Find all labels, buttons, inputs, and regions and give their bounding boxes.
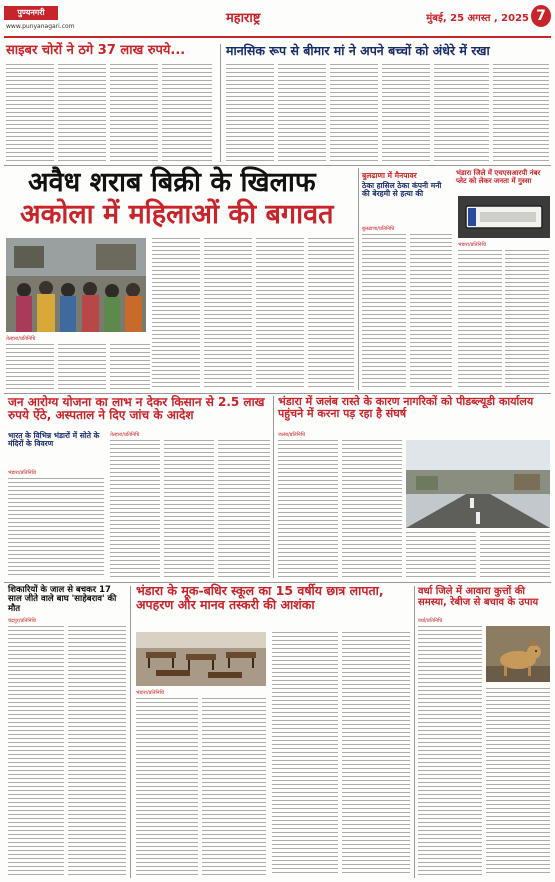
- jalamb-body: [278, 440, 338, 578]
- jan-arogya-dateline: तेल्हारा/प्रतिनिधि: [110, 432, 140, 438]
- mental-body-col6: [493, 64, 549, 162]
- jan-arogya-body-col2: [164, 440, 214, 578]
- issue-date: मुंबई, 25 अगस्त , 2025: [426, 13, 529, 24]
- bhandara-plate-body: [458, 250, 502, 390]
- buldhana-kicker: बुलढाणा में मैनपावर: [362, 171, 417, 180]
- liquor-body-col7: [308, 238, 354, 390]
- publication-logo[interactable]: पुण्यनगरी: [4, 6, 58, 20]
- liquor-headline-line2: अकोला में महिलाओं की बगावत: [20, 199, 334, 230]
- dogs-body-col2: [486, 688, 550, 876]
- buldhana-body-col2: [410, 234, 452, 390]
- bhandara-plate-dateline: भंडारा/प्रतिनिधि: [458, 242, 486, 248]
- jan-arogya-body: [110, 440, 160, 578]
- bhandara-plate-headline: भंडारा जिले में एचएसआरपी नंबर प्लेट को लेकर जनता में गुस्सा: [456, 169, 541, 185]
- divider: [273, 396, 274, 578]
- mental-body-col2: [278, 64, 326, 162]
- cyber-body-col4: [162, 64, 212, 162]
- buldhana-dateline: बुलढाणा/प्रतिनिधि: [362, 226, 395, 232]
- mental-body-col4: [382, 64, 430, 162]
- cyber-body-col3: [110, 64, 158, 162]
- liquor-headline-line1: अवैध शराब बिक्री के खिलाफ: [28, 167, 316, 198]
- hunter-dateline: चंद्रपुर/प्रतिनिधि: [8, 618, 36, 624]
- cyber-body-col2: [58, 64, 106, 162]
- mahabal-dateline: भंडारा/प्रतिनिधि: [8, 470, 36, 476]
- mental-body: [226, 64, 274, 162]
- divider: [414, 586, 415, 878]
- dogs-headline: वर्धा जिले में आवारा कुत्तों की समस्या, रेबीज से बचाव के उपाय: [418, 586, 539, 608]
- liquor-body-col6: [256, 238, 304, 390]
- jan-arogya-body-col3: [218, 440, 270, 578]
- divider: [4, 393, 551, 394]
- hunter-body: [8, 626, 64, 876]
- cyber-headline: साइबर चोरों ने ठगे 37 लाख रुपये...: [6, 43, 186, 58]
- deaf-school-body-col3: [272, 632, 338, 876]
- mental-body-col5: [434, 64, 489, 162]
- jalamb-body-col2: [342, 440, 402, 578]
- buldhana-body: [362, 234, 406, 390]
- divider: [358, 168, 359, 390]
- deaf-school-headline: भंडारा के मूक-बधिर स्कूल का 15 वर्षीय छात्र लापता, अपहरण और मानव तस्करी की आशंका: [136, 583, 384, 612]
- liquor-body-col2: [58, 344, 106, 390]
- stray-dog-photo: [486, 626, 550, 682]
- buldhana-headline: ठेका हासिल ठेका कंपनी मनी की बेरहमी से हत्या की: [362, 181, 442, 199]
- mahabal-headline: भारत के विभिन्न भंडारों में सोते के मंदिरों के विवरण: [8, 431, 100, 449]
- page-number-badge: 7: [531, 5, 551, 27]
- dogs-body: [418, 626, 482, 876]
- jalamb-body-col3: [406, 532, 476, 578]
- liquor-body-col5: [204, 238, 252, 390]
- liquor-body: [6, 344, 54, 390]
- website-url[interactable]: www.punyanagari.com: [6, 23, 75, 30]
- liquor-protest-photo: [6, 238, 146, 332]
- bhandara-plate-body-col2: [505, 250, 549, 390]
- liquor-dateline: तेल्हारा/प्रतिनिधि: [6, 336, 36, 342]
- mental-body-col3: [330, 64, 378, 162]
- mahabal-body: [8, 478, 104, 578]
- mental-headline: मानसिक रूप से बीमार मां ने अपने बच्चों को अंधेरे में रखा: [226, 43, 490, 58]
- jalamb-body-col4: [480, 532, 550, 578]
- hunter-headline: शिकारियों के जाल से बचकर 17 साल जीते वाले बाघ 'साहेबराव' की मौत: [8, 585, 117, 614]
- liquor-body-col3: [110, 344, 150, 390]
- classroom-photo: [136, 632, 266, 686]
- deaf-school-dateline: भंडारा/प्रतिनिधि: [136, 690, 164, 696]
- liquor-body-col4: [152, 238, 200, 390]
- divider: [220, 44, 221, 162]
- divider: [4, 165, 551, 166]
- jalamb-dateline: जलंब/प्रतिनिधि: [278, 432, 306, 438]
- hunter-body-col2: [68, 626, 126, 876]
- cyber-body: [6, 64, 54, 162]
- divider: [130, 586, 131, 878]
- section-title: महाराष्ट्र: [226, 11, 261, 26]
- jan-arogya-headline: जन आरोग्य योजना का लाभ न देकर किसान से 2.5 लाख रुपये ऐंठे, अस्पताल ने दिए जांच के आदेश: [8, 395, 265, 423]
- number-plate-photo: [458, 196, 550, 238]
- deaf-school-body-col4: [342, 632, 410, 876]
- deaf-school-body-col2: [202, 698, 266, 876]
- road-photo: [406, 440, 550, 528]
- jalamb-headline: भंडारा में जलंब रास्ते के कारण नागरिकों को पीडब्ल्यूडी कार्यालय पहुंचने में करना पड़ रहा है संघर्ष: [278, 395, 534, 421]
- masthead: [4, 4, 551, 38]
- dogs-dateline: वर्धा/प्रतिनिधि: [418, 618, 443, 624]
- deaf-school-body: [136, 698, 198, 876]
